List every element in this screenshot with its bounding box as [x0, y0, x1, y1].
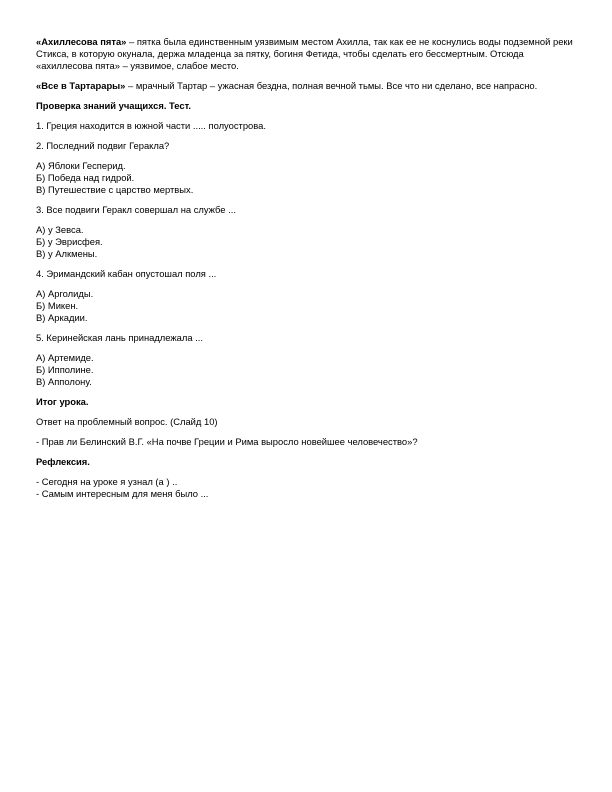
option: А) Яблоки Гесперид. — [36, 160, 126, 171]
option: В) Путешествие с царство мертвых. — [36, 184, 194, 195]
question-2: 2. Последний подвиг Геракла? — [36, 140, 170, 151]
definition-term: «Ахиллесова пята» — [36, 36, 127, 47]
option: Б) Микен. — [36, 300, 79, 311]
definition-tartarus — [36, 80, 581, 92]
question-4-options — [36, 288, 581, 324]
definition-term: «Все в Тартарары» — [36, 80, 126, 91]
test-heading: Проверка знаний учащихся. Тест. — [36, 100, 191, 111]
reflection-line: - Сегодня на уроке я узнал (а ) .. — [36, 476, 178, 487]
option: Б) Ипполине. — [36, 364, 94, 375]
option: Б) у Эврисфея. — [36, 236, 103, 247]
reflection-lines — [36, 476, 581, 500]
summary-question: - Прав ли Белинский В.Г. «На почве Греции и Рима выросло новейшее человечество»? — [36, 436, 418, 447]
definition-achilles — [36, 36, 581, 72]
option: В) Апполону. — [36, 376, 92, 387]
question-1: 1. Греция находится в южной части ..... полуострова. — [36, 120, 266, 131]
question-5-options — [36, 352, 581, 388]
question-2-options — [36, 160, 581, 196]
option: Б) Победа над гидрой. — [36, 172, 135, 183]
question-4: 4. Эримандский кабан опустошал поля ... — [36, 268, 217, 279]
definition-text: – пятка была единственным уязвимым местом Ахилла, так как ее не коснулись воды подземной реки Стикса, в которую окунала, держа младенца за пятку, богиня Фетида, чтобы сделать его бессмертным. Отсюда «ахиллесова пята» – уязвимое, слабое место. — [36, 36, 573, 71]
option: А) Артемиде. — [36, 352, 94, 363]
reflection-line: - Самым интересным для меня было ... — [36, 488, 209, 499]
summary-line: Ответ на проблемный вопрос. (Слайд 10) — [36, 416, 218, 427]
question-3: 3. Все подвиги Геракл совершал на службе ... — [36, 204, 236, 215]
document-page — [36, 36, 581, 508]
option: В) Аркадии. — [36, 312, 88, 323]
reflection-heading: Рефлексия. — [36, 456, 90, 467]
question-3-options — [36, 224, 581, 260]
option: А) Арголиды. — [36, 288, 94, 299]
option: В) у Алкмены. — [36, 248, 98, 259]
question-5: 5. Керинейская лань принадлежала ... — [36, 332, 203, 343]
option: А) у Зевса. — [36, 224, 84, 235]
definition-text: – мрачный Тартар – ужасная бездна, полная вечной тьмы. Все что ни сделано, все напрасно. — [125, 80, 538, 91]
summary-heading: Итог урока. — [36, 396, 89, 407]
